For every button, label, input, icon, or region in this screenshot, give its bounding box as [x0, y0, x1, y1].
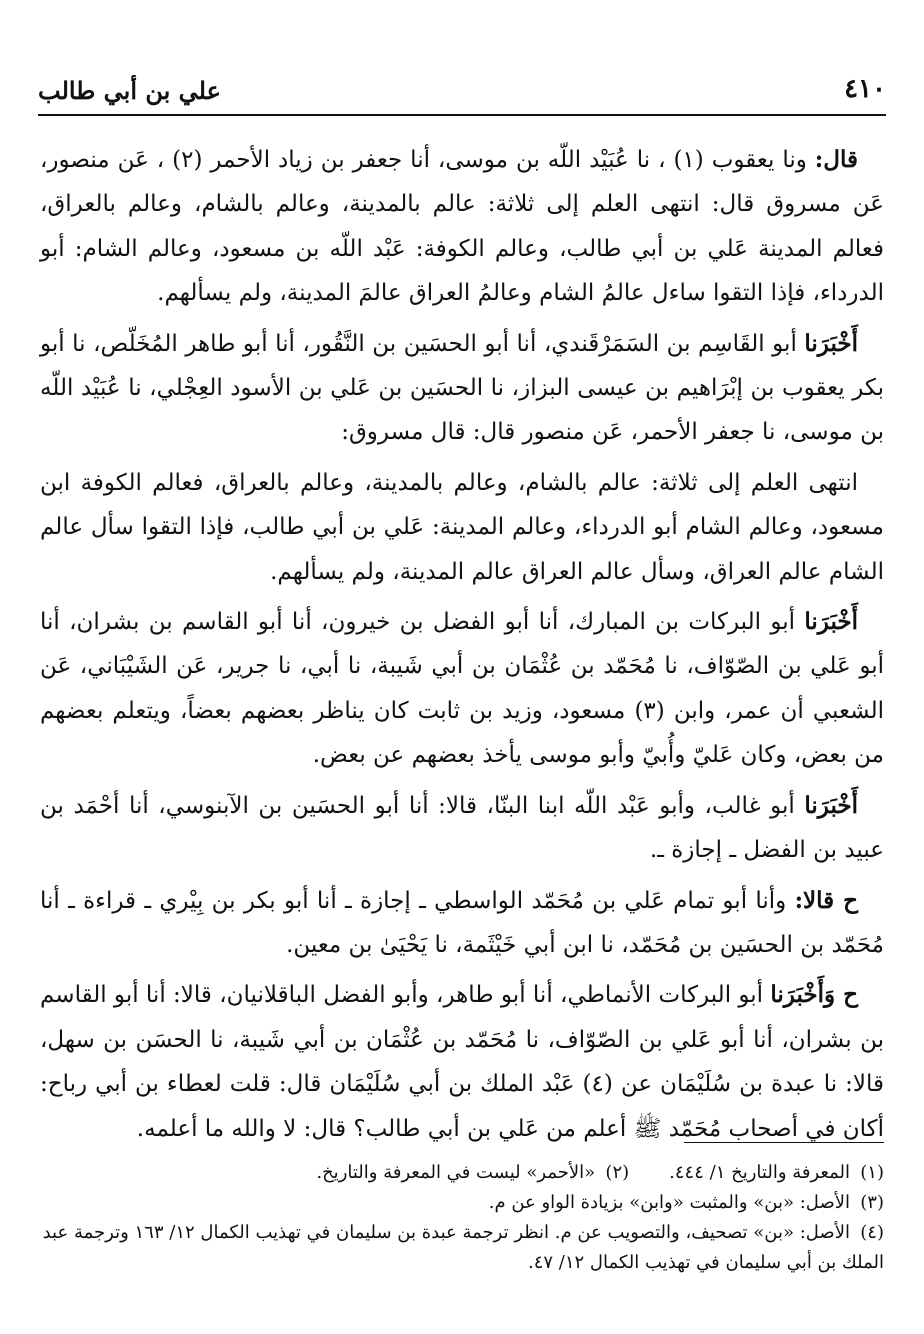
footnote-number: (٢)	[605, 1162, 630, 1183]
main-text	[40, 138, 884, 1157]
footnote-text: الأصل: «بن» والمثبت «وابن» بزيادة الواو عن م.	[488, 1192, 850, 1213]
paragraph-lead: أَخْبَرَنا	[804, 791, 858, 819]
paragraph-lead: أَخْبَرَنا	[804, 329, 858, 357]
page-number: ٤١٠	[844, 74, 886, 104]
paragraph-lead: قال:	[814, 146, 858, 173]
footnote-number: (٤)	[860, 1222, 884, 1243]
footnote-row	[40, 1158, 884, 1188]
paragraph-lead: ح قالا:	[794, 886, 859, 914]
running-title: علي بن أبي طالب	[38, 76, 221, 105]
footnote-text: «الأحمر» ليست في المعرفة والتاريخ.	[316, 1162, 596, 1183]
footnote-text: الأصل: «بن» تصحيف، والتصويب عن م. انظر ترجمة عبدة بن سليمان في تهذيب الكمال ١٢/ ١٦٣ وترجمة عبد الملك بن أبي سليمان في تهذيب الكمال ١٢/ ٤٧.	[42, 1222, 884, 1273]
paragraph	[40, 461, 884, 594]
paragraph-text: أبو البركات بن المبارك، أنا أبو الفضل بن خيرون، أنا أبو القاسم بن بشران، أنا أبو عَلي بن الصّوّاف، نا مُحَمّد بن عُثْمَان بن أبي شَيبة، نا أبي، نا جرير، عَن الشَيْبَاني، عَن الشعبي أن عمر، وابن (٣) مسعود، وزيد بن ثابت كان يناظر بعضهم بعضاً، ويتعلم بعضهم من بعض، وكان عَليّ وأُبيّ وأبو موسى يأخذ بعضهم عن بعض.	[40, 609, 884, 769]
paragraph-lead: ح وَأَخْبَرَنا	[770, 981, 859, 1009]
footnote	[40, 1218, 884, 1278]
footnote-number: (١)	[860, 1162, 884, 1183]
footnote	[669, 1158, 884, 1188]
paragraph	[40, 322, 884, 455]
paragraph-text: أبو القَاسِم بن السَمَرْقَندي، أنا أبو الحسَين بن النَّقُور، أنا أبو طاهر المُخَلّص، نا أبو بكر يعقوب بن إبْرَاهيم بن عيسى البزاز، نا الحسَين بن عَلي بن الأسود العِجْلي، نا عُبَيْد اللّه بن موسى، نا جعفر الأحمر، عَن منصور قال: قال مسروق:	[40, 330, 884, 446]
page-header	[38, 70, 886, 116]
paragraph	[40, 973, 884, 1151]
paragraph	[40, 784, 884, 873]
paragraph	[40, 138, 884, 316]
paragraph-text: انتهى العلم إلى ثلاثة: عالم بالشام، وعالم بالمدينة، وعالم بالعراق، فعالم الكوفة ابن مسعود، وعالم الشام أبو الدرداء، وعالم المدينة: عَلي بن أبي طالب، فإذا التقوا سأل عالم الشام عالم العراق، وسأل عالم العراق عالم المدينة، ولم يسألهم.	[40, 469, 884, 585]
paragraph-text: وأنا أبو تمام عَلي بن مُحَمّد الواسطي ـ إجازة ـ أنا أبو بكر بن بِيْري ـ قراءة ـ أنا مُحَمّد بن الحسَين بن مُحَمّد، نا ابن أبي خَيْثَمة، نا يَحْيَىٰ بن معين.	[40, 887, 884, 958]
paragraph-lead: أَخْبَرَنا	[804, 608, 858, 636]
footnote-number: (٣)	[860, 1192, 884, 1213]
footnote-divider	[684, 1142, 884, 1143]
paragraph-text: ونا يعقوب (١) ، نا عُبَيْد اللّه بن موسى، أنا جعفر بن زياد الأحمر (٢) ، عَن منصور، عَن مسروق قال: انتهى العلم إلى ثلاثة: عالم بالمدينة، وعالم بالشام، وعالم بالعراق، فعالم المدينة عَلي بن أبي طالب، وعالم الكوفة: عَبْد اللّه بن مسعود، وعالم الشام: أبو الدرداء، فإذا التقوا ساءل عالمُ الشام وعالمُ العراق عالمَ المدينة، ولم يسألهم.	[40, 147, 884, 307]
footnote-text: المعرفة والتاريخ ١/ ٤٤٤.	[669, 1162, 850, 1183]
paragraph-text: أبو غالب، وأبو عَبْد اللّه ابنا البنّا، قالا: أنا أبو الحسَين بن الآبنوسي، أنا أحْمَد بن عبيد بن الفضل ـ إجازة ـ.	[40, 792, 884, 864]
footnotes	[40, 1158, 884, 1278]
paragraph	[40, 879, 884, 968]
paragraph	[40, 600, 884, 778]
footnote	[316, 1158, 629, 1188]
footnote	[40, 1188, 884, 1218]
paragraph-text: أبو البركات الأنماطي، أنا أبو طاهر، وأبو الفضل الباقلانيان، قالا: أنا أبو القاسم بن بشران، أنا أبو عَلي بن الصّوّاف، نا مُحَمّد بن عُثْمَان بن أبي شَيبة، نا الحسَن بن سهل، قالا: نا عبدة بن سُلَيْمَان عن (٤) عَبْد الملك بن أبي سُلَيْمَان قال: قلت لعطاء بن أبي رباح: أكان في أصحاب مُحَمّد ﷺ أعلم من عَلي بن أبي طالب؟ قال: لا والله ما أعلمه.	[40, 982, 884, 1142]
